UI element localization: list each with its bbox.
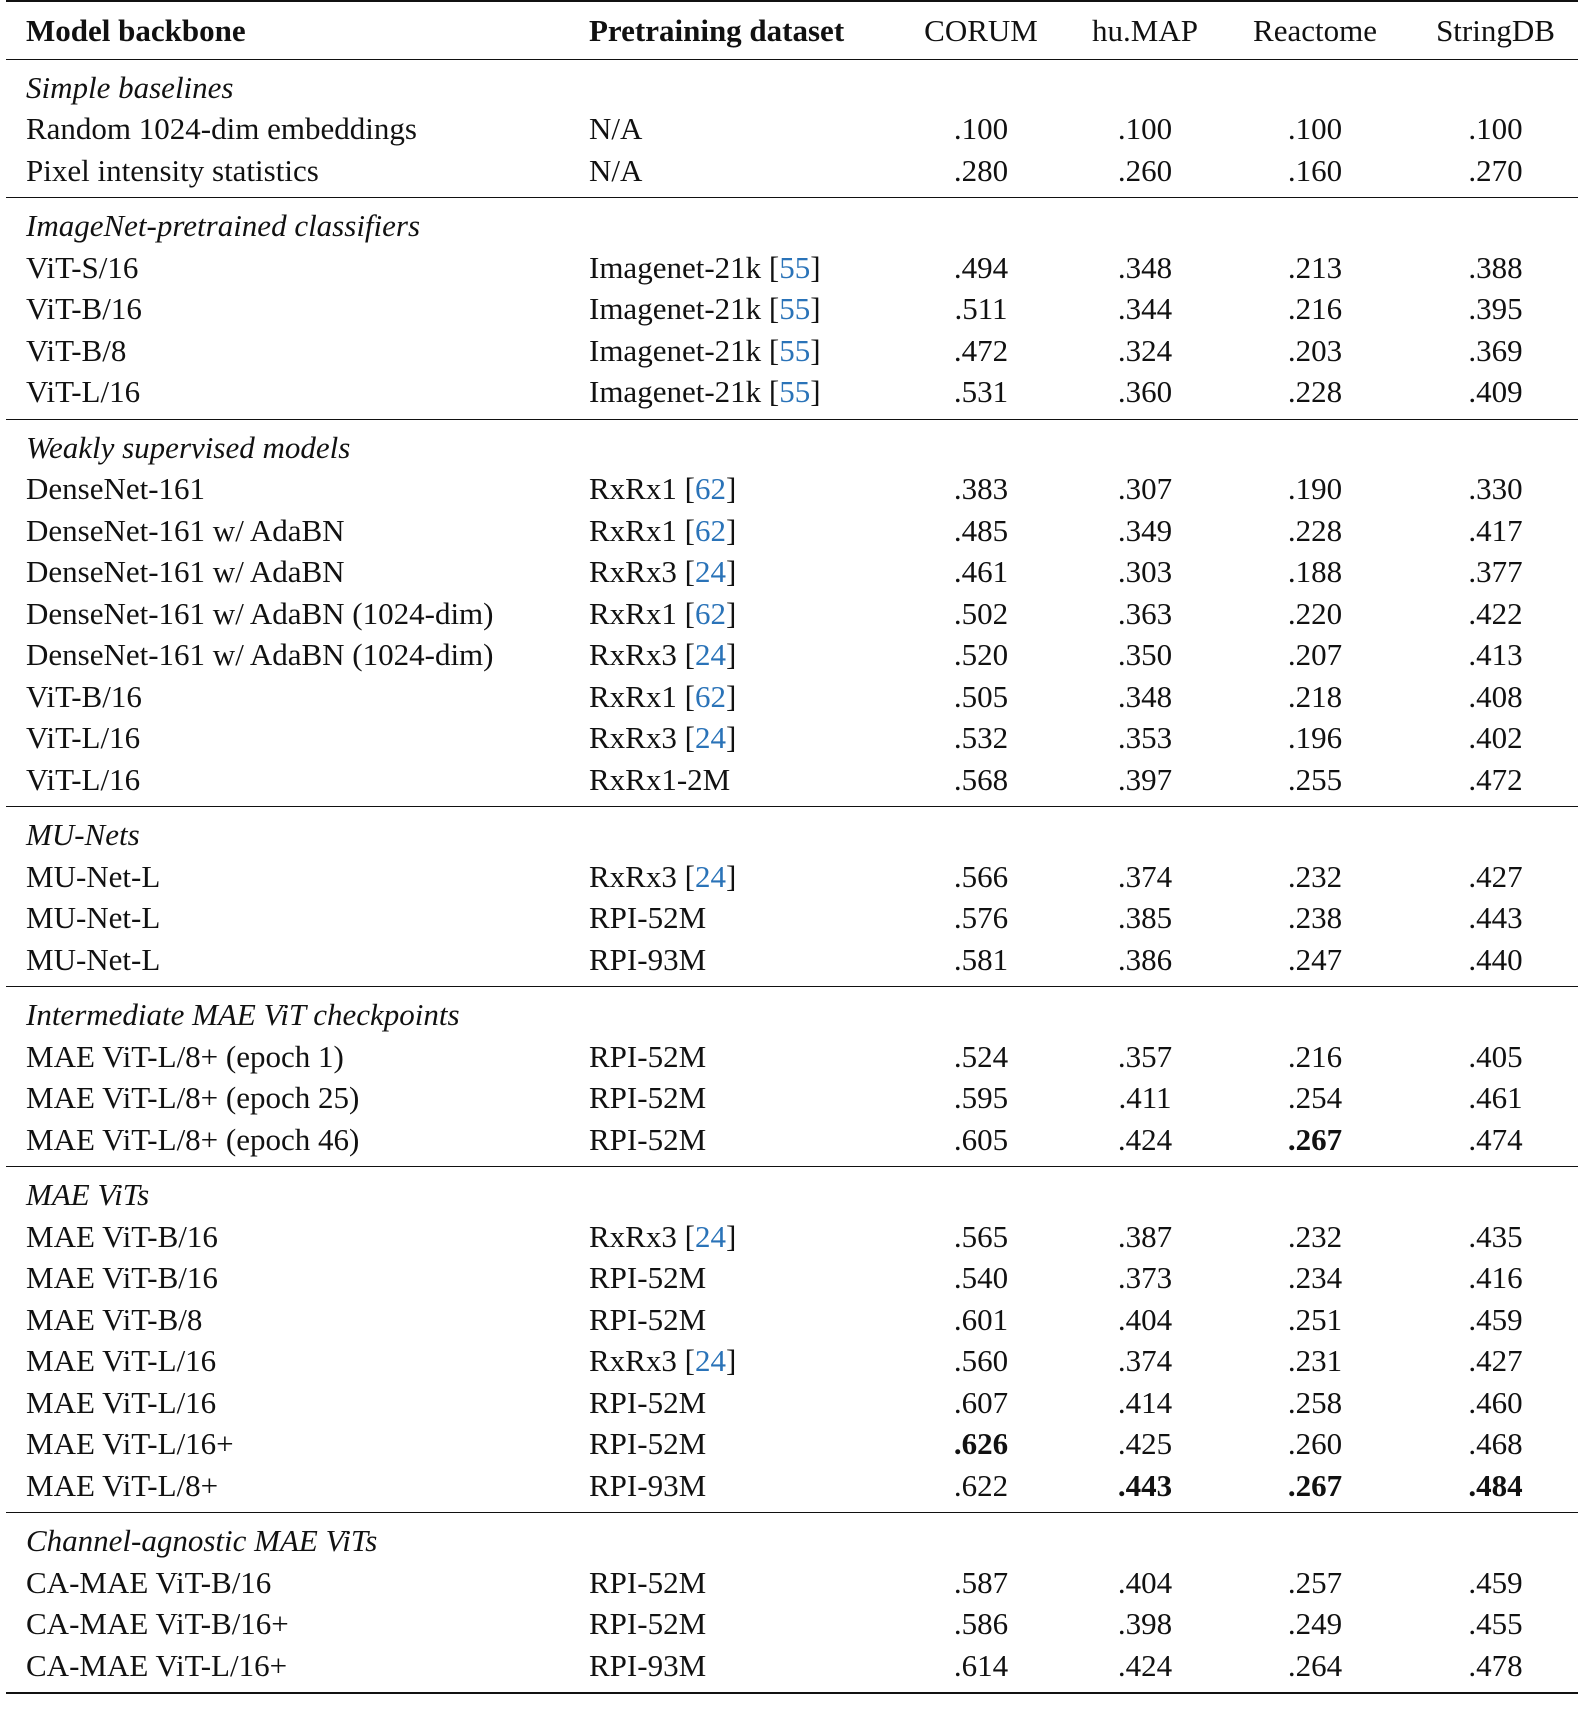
pretraining-dataset-cell [569, 1645, 889, 1694]
model-backbone-cell: CA-MAE ViT-B/16 [26, 1564, 272, 1600]
dataset-name: RxRx1 [589, 512, 677, 548]
model-backbone-cell: MAE ViT-L/16 [26, 1384, 217, 1420]
pretraining-dataset-cell: RxRx3 [24] [589, 1343, 737, 1378]
model-backbone-cell: ViT-B/16 [26, 678, 142, 714]
reactome-score-cell: .258 [1287, 1384, 1343, 1420]
model-backbone-cell: MAE ViT-L/8+ (epoch 25) [26, 1080, 360, 1115]
dataset-name: RxRx1 [589, 678, 677, 714]
reactome-score-cell: .257 [1287, 1564, 1343, 1600]
dataset-name: RxRx3 [589, 1218, 677, 1254]
humap-score-cell: .414 [1117, 1384, 1173, 1420]
humap-score-cell: .443 [1117, 1467, 1173, 1503]
stringdb-score-cell: .443 [1468, 900, 1523, 935]
citation-link[interactable]: 24 [694, 858, 726, 894]
model-backbone-cell: ViT-B/8 [26, 332, 127, 368]
model-backbone-cell: DenseNet-161 w/ AdaBN [26, 554, 345, 589]
stringdb-score-cell: .405 [1468, 1038, 1523, 1074]
dataset-name: RxRx3 [589, 1343, 677, 1378]
citation-link[interactable]: 24 [694, 637, 726, 672]
dataset-name: Imagenet-21k [589, 374, 762, 409]
pretraining-dataset-cell: RxRx3 [24] [589, 637, 737, 672]
reactome-score-cell: .100 [1287, 111, 1343, 146]
table-row [6, 1216, 1578, 1258]
pretraining-dataset-cell: RxRx1 [62] [589, 678, 737, 714]
pretraining-dataset-cell: RxRx1 [62] [589, 471, 737, 506]
section-header-row [6, 1513, 1578, 1562]
corum-score-cell: .502 [953, 595, 1009, 631]
table-row [6, 856, 1578, 898]
stringdb-score-cell: .100 [1468, 111, 1523, 146]
table-group [6, 59, 1578, 198]
reactome-score-cell: .188 [1287, 554, 1343, 589]
table-header [6, 1, 1578, 59]
reactome-score-cell: .207 [1287, 637, 1343, 672]
stringdb-score-cell: .416 [1468, 1260, 1523, 1295]
corum-score-cell: .560 [953, 1343, 1009, 1378]
reactome-score-cell: .260 [1287, 1426, 1343, 1461]
corum-score-cell: .532 [953, 720, 1009, 755]
humap-score-cell: .303 [1117, 554, 1173, 589]
table-row [6, 288, 1578, 330]
dataset-name: RPI-52M [589, 1384, 707, 1420]
stringdb-score-cell: .460 [1468, 1384, 1523, 1420]
section-header-row [6, 987, 1578, 1036]
pretraining-dataset-cell [569, 1562, 889, 1604]
citation-link[interactable]: 55 [779, 374, 811, 409]
dataset-name: N/A [589, 152, 643, 188]
corum-score-cell: .511 [954, 291, 1008, 326]
dataset-name: Imagenet-21k [589, 249, 762, 285]
pretraining-dataset-cell [569, 939, 889, 987]
reactome-score-cell: .232 [1287, 1218, 1343, 1254]
citation-link[interactable]: 55 [779, 249, 811, 285]
dataset-name: RxRx3 [589, 637, 677, 672]
table-row [6, 717, 1578, 759]
table-group [6, 987, 1578, 1167]
table-group [6, 1513, 1578, 1694]
model-backbone-cell: MU-Net-L [26, 941, 161, 977]
stringdb-score-cell: .409 [1468, 374, 1523, 409]
section-title: MU-Nets [26, 817, 140, 852]
corum-score-cell: .607 [953, 1384, 1009, 1420]
pretraining-dataset-cell: Imagenet-21k [55] [589, 374, 821, 409]
corum-score-cell: .601 [953, 1301, 1009, 1337]
dataset-name: RPI-52M [589, 1038, 707, 1074]
model-backbone-cell: ViT-L/16 [26, 761, 141, 797]
pretraining-dataset-cell [569, 1382, 889, 1424]
results-table-container [6, 0, 1578, 1694]
section-title: MAE ViTs [26, 1177, 150, 1212]
table-row [6, 1603, 1578, 1645]
model-backbone-cell: DenseNet-161 w/ AdaBN [26, 512, 345, 548]
dataset-name: RPI-52M [589, 1080, 707, 1115]
stringdb-score-cell: .427 [1468, 858, 1523, 894]
dataset-name: RPI-52M [589, 1426, 707, 1461]
stringdb-score-cell: .468 [1468, 1426, 1523, 1461]
corum-score-cell: .540 [953, 1260, 1009, 1295]
section-header-row [6, 419, 1578, 468]
table-row [6, 150, 1578, 198]
pretraining-dataset-cell [569, 1257, 889, 1299]
pretraining-dataset-cell [569, 108, 889, 150]
table-group [6, 198, 1578, 420]
pretraining-dataset-cell: Imagenet-21k [55] [589, 249, 821, 285]
humap-score-cell: .357 [1117, 1038, 1173, 1074]
dataset-name: RxRx3 [589, 720, 677, 755]
table-row [6, 1257, 1578, 1299]
section-title: Simple baselines [26, 69, 234, 105]
dataset-name: N/A [589, 111, 643, 146]
model-backbone-cell: DenseNet-161 w/ AdaBN (1024-dim) [26, 637, 494, 672]
table-row [6, 759, 1578, 807]
stringdb-score-cell: .474 [1468, 1121, 1523, 1157]
pretraining-dataset-cell [569, 1119, 889, 1167]
table-row [6, 897, 1578, 939]
dataset-name: RxRx1-2M [589, 761, 731, 797]
reactome-score-cell: .213 [1287, 249, 1343, 285]
reactome-score-cell: .231 [1287, 1343, 1343, 1378]
table-row [6, 634, 1578, 676]
corum-score-cell: .494 [953, 249, 1009, 285]
humap-score-cell: .324 [1117, 332, 1173, 368]
dataset-name: RPI-93M [589, 941, 707, 977]
reactome-score-cell: .251 [1287, 1301, 1343, 1337]
citation-link[interactable]: 62 [694, 678, 726, 714]
citation-link[interactable]: 62 [694, 471, 726, 506]
stringdb-score-cell: .402 [1468, 720, 1523, 755]
humap-score-cell: .350 [1117, 637, 1173, 672]
table-row [6, 371, 1578, 419]
citation-link[interactable]: 24 [694, 720, 726, 755]
pretraining-dataset-cell: RxRx3 [24] [589, 858, 737, 894]
humap-score-cell: .385 [1117, 900, 1173, 935]
model-backbone-cell: CA-MAE ViT-B/16+ [26, 1606, 289, 1641]
stringdb-score-cell: .459 [1468, 1564, 1523, 1600]
corum-score-cell: .568 [953, 761, 1009, 797]
corum-score-cell: .565 [953, 1218, 1009, 1254]
header-row [6, 1, 1578, 59]
stringdb-score-cell: .408 [1468, 678, 1523, 714]
table-row [6, 1036, 1578, 1078]
stringdb-score-cell: .484 [1468, 1467, 1523, 1503]
stringdb-score-cell: .417 [1468, 512, 1523, 548]
model-backbone-cell: DenseNet-161 [26, 471, 206, 506]
humap-score-cell: .404 [1117, 1301, 1173, 1337]
humap-score-cell: .398 [1117, 1606, 1173, 1641]
section-header-row [6, 198, 1578, 247]
model-backbone-cell: ViT-B/16 [26, 291, 142, 326]
humap-score-cell: .374 [1117, 858, 1173, 894]
corum-score-cell: .100 [953, 111, 1009, 146]
corum-score-cell: .531 [953, 374, 1009, 409]
table-row [6, 1299, 1578, 1341]
reactome-score-cell: .190 [1287, 471, 1343, 506]
header-corum: CORUM [924, 12, 1038, 48]
model-backbone-cell: ViT-S/16 [26, 249, 139, 285]
humap-score-cell: .363 [1117, 595, 1173, 631]
model-backbone-cell: MU-Net-L [26, 858, 161, 894]
reactome-score-cell: .216 [1287, 1038, 1343, 1074]
corum-score-cell: .614 [953, 1647, 1009, 1683]
humap-score-cell: .374 [1117, 1343, 1173, 1378]
table-row [6, 330, 1578, 372]
model-backbone-cell: MAE ViT-L/8+ (epoch 1) [26, 1038, 344, 1074]
section-title: Weakly supervised models [26, 429, 351, 465]
table-row [6, 676, 1578, 718]
stringdb-score-cell: .377 [1468, 554, 1523, 589]
pretraining-dataset-cell: RxRx1 [62] [589, 512, 737, 548]
dataset-name: RxRx1 [589, 595, 677, 631]
humap-score-cell: .373 [1117, 1260, 1173, 1295]
model-backbone-cell: MU-Net-L [26, 900, 161, 935]
stringdb-score-cell: .395 [1468, 291, 1523, 326]
stringdb-score-cell: .270 [1468, 152, 1523, 188]
model-backbone-cell: DenseNet-161 w/ AdaBN (1024-dim) [26, 595, 494, 631]
humap-score-cell: .349 [1117, 512, 1173, 548]
humap-score-cell: .387 [1117, 1218, 1173, 1254]
stringdb-score-cell: .472 [1468, 761, 1523, 797]
dataset-name: RPI-52M [589, 1121, 707, 1157]
reactome-score-cell: .203 [1287, 332, 1343, 368]
citation-link[interactable]: 55 [779, 291, 811, 326]
section-title: Channel-agnostic MAE ViTs [26, 1523, 378, 1558]
reactome-score-cell: .218 [1287, 678, 1343, 714]
corum-score-cell: .622 [953, 1467, 1009, 1503]
humap-score-cell: .348 [1117, 678, 1173, 714]
citation-link[interactable]: 24 [694, 1218, 726, 1254]
model-backbone-cell: MAE ViT-B/16 [26, 1218, 218, 1254]
table-row [6, 1423, 1578, 1465]
corum-score-cell: .581 [953, 941, 1009, 977]
humap-score-cell: .307 [1117, 471, 1173, 506]
model-backbone-cell: ViT-L/16 [26, 720, 141, 755]
corum-score-cell: .383 [953, 471, 1009, 506]
section-title: ImageNet-pretrained classifiers [26, 208, 421, 243]
model-backbone-cell: MAE ViT-B/16 [26, 1260, 218, 1295]
corum-score-cell: .605 [953, 1121, 1009, 1157]
corum-score-cell: .587 [953, 1564, 1009, 1600]
pretraining-dataset-cell: RxRx1 [62] [589, 595, 737, 631]
pretraining-dataset-cell: RxRx3 [24] [589, 1218, 737, 1254]
pretraining-dataset-cell [569, 759, 889, 807]
table-group [6, 807, 1578, 987]
table-row [6, 510, 1578, 552]
dataset-name: RxRx1 [589, 471, 677, 506]
reactome-score-cell: .234 [1287, 1260, 1343, 1295]
reactome-score-cell: .254 [1287, 1080, 1343, 1115]
humap-score-cell: .404 [1117, 1564, 1173, 1600]
citation-link[interactable]: 62 [694, 595, 726, 631]
table-row [6, 551, 1578, 593]
corum-score-cell: .576 [953, 900, 1009, 935]
dataset-name: RPI-93M [589, 1647, 707, 1683]
humap-score-cell: .344 [1117, 291, 1173, 326]
corum-score-cell: .586 [953, 1606, 1009, 1641]
corum-score-cell: .505 [953, 678, 1009, 714]
model-backbone-cell: MAE ViT-L/8+ (epoch 46) [26, 1121, 360, 1157]
humap-score-cell: .353 [1117, 720, 1173, 755]
table-row [6, 1465, 1578, 1513]
corum-score-cell: .461 [953, 554, 1009, 589]
stringdb-score-cell: .459 [1468, 1301, 1523, 1337]
humap-score-cell: .411 [1118, 1080, 1172, 1115]
pretraining-dataset-cell [569, 1465, 889, 1513]
pretraining-dataset-cell [569, 1603, 889, 1645]
citation-link[interactable]: 24 [694, 554, 726, 589]
dataset-name: RxRx3 [589, 554, 677, 589]
dataset-name: RPI-93M [589, 1467, 707, 1503]
header-stringdb: StringDB [1436, 12, 1555, 48]
model-backbone-cell: ViT-L/16 [26, 374, 141, 409]
pretraining-dataset-cell [569, 1299, 889, 1341]
stringdb-score-cell: .422 [1468, 595, 1523, 631]
corum-score-cell: .524 [953, 1038, 1009, 1074]
section-header-row [6, 807, 1578, 856]
stringdb-score-cell: .435 [1468, 1218, 1523, 1254]
reactome-score-cell: .267 [1287, 1121, 1343, 1157]
table-row [6, 1119, 1578, 1167]
reactome-score-cell: .238 [1287, 900, 1343, 935]
dataset-name: RPI-52M [589, 1564, 707, 1600]
dataset-name: Imagenet-21k [589, 332, 762, 368]
dataset-name: RPI-52M [589, 1606, 707, 1641]
stringdb-score-cell: .413 [1468, 637, 1523, 672]
pretraining-dataset-cell: RxRx3 [24] [589, 720, 737, 755]
table-row [6, 468, 1578, 510]
stringdb-score-cell: .330 [1468, 471, 1523, 506]
pretraining-dataset-cell [569, 1077, 889, 1119]
corum-score-cell: .280 [953, 152, 1009, 188]
header-humap: hu.MAP [1092, 12, 1198, 48]
citation-link[interactable]: 55 [779, 332, 811, 368]
corum-score-cell: .566 [953, 858, 1009, 894]
table-row [6, 247, 1578, 289]
dataset-name: RPI-52M [589, 1260, 707, 1295]
model-backbone-cell: Random 1024-dim embeddings [26, 111, 417, 146]
stringdb-score-cell: .388 [1468, 249, 1523, 285]
pretraining-dataset-cell [569, 897, 889, 939]
header-model-backbone: Model backbone [26, 12, 246, 48]
table-group [6, 419, 1578, 807]
model-backbone-cell: MAE ViT-L/16+ [26, 1426, 234, 1461]
table-row [6, 1077, 1578, 1119]
table-row [6, 1645, 1578, 1694]
humap-score-cell: .260 [1117, 152, 1173, 188]
reactome-score-cell: .249 [1287, 1606, 1343, 1641]
header-reactome: Reactome [1253, 12, 1377, 48]
corum-score-cell: .472 [953, 332, 1009, 368]
corum-score-cell: .485 [953, 512, 1009, 548]
pretraining-dataset-cell: Imagenet-21k [55] [589, 332, 821, 368]
model-backbone-cell: MAE ViT-L/8+ [26, 1467, 219, 1503]
model-backbone-cell: MAE ViT-B/8 [26, 1301, 203, 1337]
pretraining-dataset-cell [569, 150, 889, 198]
dataset-name: RxRx3 [589, 858, 677, 894]
citation-link[interactable]: 24 [694, 1343, 726, 1378]
reactome-score-cell: .216 [1287, 291, 1343, 326]
table-row [6, 1340, 1578, 1382]
stringdb-score-cell: .427 [1468, 1343, 1523, 1378]
table-row [6, 1562, 1578, 1604]
stringdb-score-cell: .455 [1468, 1606, 1523, 1641]
table-row [6, 108, 1578, 150]
humap-score-cell: .424 [1117, 1647, 1173, 1683]
section-title: Intermediate MAE ViT checkpoints [26, 997, 460, 1032]
pretraining-dataset-cell [569, 1423, 889, 1465]
humap-score-cell: .424 [1117, 1121, 1173, 1157]
dataset-name: Imagenet-21k [589, 291, 762, 326]
reactome-score-cell: .196 [1287, 720, 1343, 755]
dataset-name: RPI-52M [589, 900, 707, 935]
section-header-row [6, 59, 1578, 108]
humap-score-cell: .348 [1117, 249, 1173, 285]
stringdb-score-cell: .478 [1468, 1647, 1523, 1683]
citation-link[interactable]: 62 [694, 512, 726, 548]
header-pretraining-dataset: Pretraining dataset [589, 12, 845, 48]
reactome-score-cell: .160 [1287, 152, 1343, 188]
model-backbone-cell: Pixel intensity statistics [26, 152, 319, 188]
humap-score-cell: .397 [1117, 761, 1173, 797]
reactome-score-cell: .267 [1287, 1467, 1343, 1503]
table-row [6, 939, 1578, 987]
reactome-score-cell: .228 [1287, 374, 1343, 409]
humap-score-cell: .360 [1117, 374, 1173, 409]
pretraining-dataset-cell [569, 1036, 889, 1078]
stringdb-score-cell: .461 [1468, 1080, 1523, 1115]
reactome-score-cell: .247 [1287, 941, 1343, 977]
dataset-name: RPI-52M [589, 1301, 707, 1337]
model-backbone-cell: MAE ViT-L/16 [26, 1343, 217, 1378]
reactome-score-cell: .232 [1287, 858, 1343, 894]
table-row [6, 593, 1578, 635]
corum-score-cell: .520 [953, 637, 1009, 672]
humap-score-cell: .100 [1117, 111, 1173, 146]
stringdb-score-cell: .440 [1468, 941, 1523, 977]
reactome-score-cell: .228 [1287, 512, 1343, 548]
reactome-score-cell: .264 [1287, 1647, 1343, 1683]
reactome-score-cell: .220 [1287, 595, 1343, 631]
reactome-score-cell: .255 [1287, 761, 1343, 797]
results-table [6, 0, 1578, 1694]
table-row [6, 1382, 1578, 1424]
humap-score-cell: .425 [1117, 1426, 1173, 1461]
model-backbone-cell: CA-MAE ViT-L/16+ [26, 1647, 288, 1683]
corum-score-cell: .595 [953, 1080, 1009, 1115]
stringdb-score-cell: .369 [1468, 332, 1523, 368]
section-header-row [6, 1167, 1578, 1216]
humap-score-cell: .386 [1117, 941, 1173, 977]
table-group [6, 1167, 1578, 1513]
corum-score-cell: .626 [953, 1426, 1009, 1461]
pretraining-dataset-cell: Imagenet-21k [55] [589, 291, 821, 326]
pretraining-dataset-cell: RxRx3 [24] [589, 554, 737, 589]
